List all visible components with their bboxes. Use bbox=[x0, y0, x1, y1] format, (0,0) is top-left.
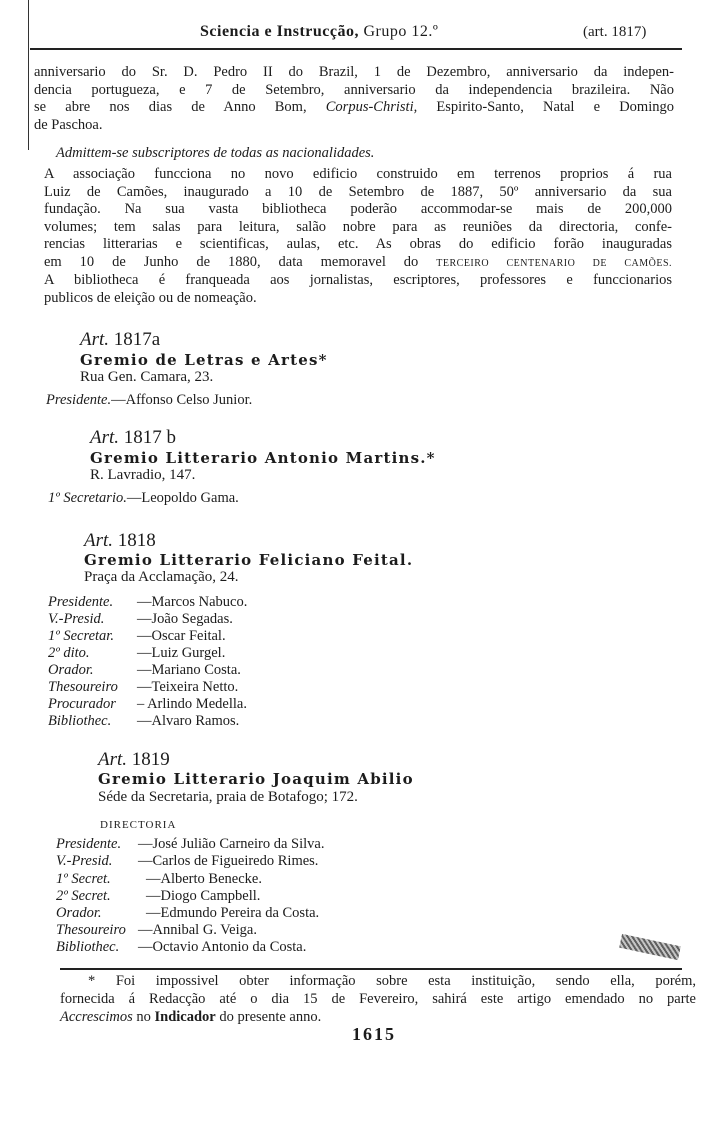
directoria-heading: DIRECTORIA bbox=[100, 819, 177, 831]
text-line: dencia portugueza, e 7 de Setembro, anniversario da independencia brazileira. Não bbox=[34, 81, 674, 98]
officer-name: —Mariano Costa. bbox=[137, 662, 241, 678]
officer-role: Bibliothec. bbox=[56, 939, 120, 955]
officer-name: —Alvaro Ramos. bbox=[137, 713, 240, 729]
officer-row bbox=[56, 905, 319, 922]
institution-name: Gremio Litterario Antonio Martins.* bbox=[90, 449, 436, 467]
officer-row bbox=[56, 939, 306, 956]
officer-name: —Carlos de Figueiredo Rimes. bbox=[138, 853, 319, 869]
institution-address: Praça da Acclamação, 24. bbox=[84, 569, 239, 585]
officer-name: —José Julião Carneiro da Silva. bbox=[138, 836, 325, 852]
officer-row bbox=[46, 392, 252, 409]
article-number: 1819 bbox=[131, 749, 170, 770]
officer-name: —Oscar Feital. bbox=[137, 628, 226, 644]
officer-name: —Luiz Gurgel. bbox=[137, 645, 226, 661]
officer-row bbox=[56, 871, 262, 888]
text-line bbox=[34, 99, 674, 117]
small-caps-text: TERCEIRO CENTENARIO DE CAMÕES. bbox=[436, 257, 673, 269]
officer-role: V.-Presid. bbox=[56, 853, 113, 869]
text-line: A associação funcciona no novo edificio construido em terrenos proprios á rua bbox=[44, 166, 672, 182]
officer-row bbox=[48, 679, 238, 696]
text-line: volumes; tem salas para leitura, salão nobre para as reuniões da directoria, confe- bbox=[44, 218, 672, 235]
officer-name: —Marcos Nabuco. bbox=[137, 594, 248, 610]
text-span: do presente anno. bbox=[219, 1009, 322, 1025]
officer-name: —Annibal G. Veiga. bbox=[138, 922, 257, 938]
article-number: 1818 bbox=[117, 530, 156, 551]
officer-role: Presidente. bbox=[48, 594, 114, 610]
officer-name: —João Segadas. bbox=[137, 611, 233, 627]
officer-role: Presidente. bbox=[56, 836, 122, 852]
officer-row bbox=[56, 836, 324, 853]
article-number: 1817a bbox=[113, 329, 161, 350]
association-paragraph bbox=[44, 166, 672, 307]
text-line: Luiz de Camões, inaugurado a 10 de Setembro de 1887, 50º anniversario da sua bbox=[44, 183, 672, 200]
officer-name: —Octavio Antonio da Costa. bbox=[138, 939, 307, 955]
institution-address: Séde da Secretaria, praia de Botafogo; 172. bbox=[98, 789, 358, 805]
article-label: Art. bbox=[80, 329, 110, 350]
page-number: 1615 bbox=[352, 1024, 396, 1044]
footnote-rule bbox=[60, 968, 682, 970]
officer-name: —Edmundo Pereira da Costa. bbox=[146, 905, 320, 921]
officer-name: – Arlindo Medella. bbox=[137, 696, 247, 712]
officer-name: —Teixeira Netto. bbox=[137, 679, 239, 695]
text-line: anniversario do Sr. D. Pedro II do Brazil, 1 de Dezembro, anniversario da indepen- bbox=[34, 64, 674, 80]
text-span: no bbox=[136, 1009, 151, 1025]
article-label: Art. bbox=[84, 530, 114, 551]
ink-smudge bbox=[619, 934, 681, 960]
article-heading bbox=[98, 749, 170, 771]
officer-name: —Leopoldo Gama. bbox=[126, 490, 239, 506]
officer-role: Procurador bbox=[48, 696, 116, 712]
officer-row bbox=[48, 628, 226, 645]
intro-paragraph bbox=[34, 64, 674, 134]
text-line: A bibliotheca é franqueada aos jornalistas, escriptores, professores e funccionarios bbox=[44, 272, 672, 288]
article-number: 1817 b bbox=[123, 427, 177, 448]
institution-name: Gremio de Letras e Artes* bbox=[80, 351, 328, 369]
group-label: Grupo 12.º bbox=[363, 23, 439, 40]
officer-row bbox=[48, 490, 239, 507]
officer-row bbox=[48, 662, 241, 679]
officer-role: 1º Secretar. bbox=[48, 628, 114, 644]
officer-name: —Alberto Benecke. bbox=[146, 871, 262, 887]
article-label: Art. bbox=[98, 749, 128, 770]
officer-row bbox=[48, 713, 239, 730]
institution-name: Gremio Litterario Feliciano Feital. bbox=[84, 551, 414, 569]
text-line: rencias litterarias e scientificas, aulas, etc. As obras do edificio forão inauguradas bbox=[44, 236, 672, 252]
article-heading bbox=[80, 329, 160, 351]
article-heading bbox=[90, 427, 176, 449]
text-line: fundação. Na sua vasta bibliotheca poderão accommodar-se mais de 200,000 bbox=[44, 201, 672, 217]
officer-row bbox=[56, 853, 318, 870]
officer-row bbox=[56, 888, 260, 905]
institution-name: Gremio Litterario Joaquim Abilio bbox=[98, 770, 414, 788]
officer-role: 1º Secretario. bbox=[48, 490, 127, 506]
officer-role: Thesoureiro bbox=[56, 922, 126, 938]
text-span: Espirito-Santo, Natal e Domingo bbox=[436, 99, 674, 115]
officer-role: 2º Secret. bbox=[56, 888, 111, 904]
officer-role: Bibliothec. bbox=[48, 713, 112, 729]
subscribers-note: Admittem-se subscriptores de todas as nacionalidades. bbox=[56, 145, 375, 161]
article-heading bbox=[84, 530, 156, 552]
section-title: Sciencia e Instrucção, bbox=[200, 23, 359, 40]
text-line: publicos de eleição ou de nomeação. bbox=[44, 289, 257, 306]
officer-role: V.-Presid. bbox=[48, 611, 105, 627]
text-line: de Paschoa. bbox=[34, 116, 103, 133]
header-rule bbox=[30, 48, 682, 50]
text-line: * Foi impossivel obter informação sobre esta instituição, sendo ella, porém, bbox=[88, 973, 696, 989]
officer-role: 2º dito. bbox=[48, 645, 90, 661]
article-label: Art. bbox=[90, 427, 120, 448]
officer-row bbox=[48, 645, 225, 662]
officer-row bbox=[56, 922, 257, 939]
text-span: se abre nos dias de Anno Bom, bbox=[34, 99, 307, 115]
text-line bbox=[44, 254, 672, 273]
officer-name: —Diogo Campbell. bbox=[146, 888, 261, 904]
footnote bbox=[60, 972, 696, 1026]
margin-line bbox=[28, 0, 29, 150]
officer-row bbox=[48, 594, 247, 611]
officer-role: Thesoureiro bbox=[48, 679, 118, 695]
running-header bbox=[200, 23, 438, 41]
officer-row bbox=[48, 696, 247, 713]
institution-address: Rua Gen. Camara, 23. bbox=[80, 369, 214, 385]
text-span: Indicador bbox=[154, 1009, 216, 1025]
officer-row bbox=[48, 611, 233, 628]
officer-role: Orador. bbox=[56, 905, 102, 921]
text-line: fornecida á Redacção até o dia 15 de Fevereiro, sahirá este artigo emendado no parte bbox=[60, 991, 696, 1007]
text-span: Accrescimos bbox=[60, 1009, 133, 1025]
officer-role: 1º Secret. bbox=[56, 871, 111, 887]
officer-role: Orador. bbox=[48, 662, 94, 678]
officer-name: —Affonso Celso Junior. bbox=[111, 392, 253, 408]
text-span: em 10 de Junho de 1880, data memoravel do bbox=[44, 253, 419, 270]
article-reference: (art. 1817) bbox=[583, 24, 647, 40]
text-span: Corpus-Christi, bbox=[325, 99, 418, 115]
institution-address: R. Lavradio, 147. bbox=[90, 467, 196, 483]
officer-role: Presidente. bbox=[46, 392, 112, 408]
